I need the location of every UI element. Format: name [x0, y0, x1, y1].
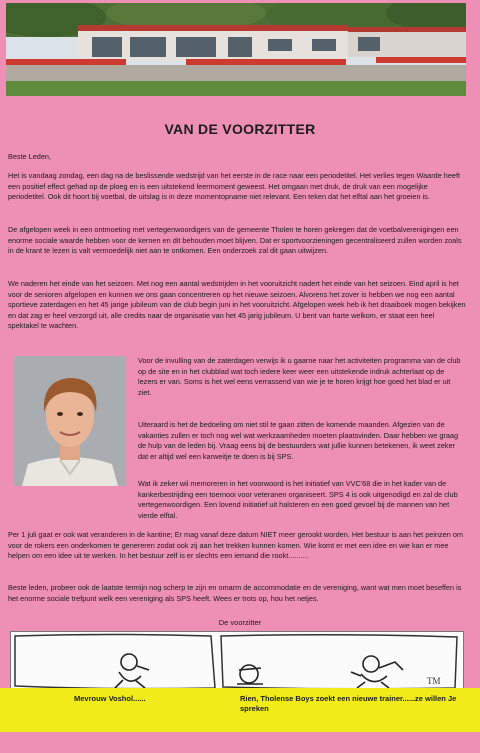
artist-signature: TM	[427, 676, 441, 686]
caption-right: Rien, Tholense Boys zoekt een nieuwe trainer......ze willen Je spreken	[240, 694, 457, 713]
clubhouse-photo	[6, 3, 466, 96]
paragraph-5: Uiteraard is het de bedoeling om niet stil te gaan zitten de komende maanden. Afgezien van de vakanties zullen er toch nog wel wat werkzaamheden moeten plaatsvinden. Daar hebben we graag de hulp van de leden bij. Vraag eens bij de bestuurders wat jullie kunnen betekenen, ik weet zeker dat er altijd wel een karweitje te doen is bij SPS.	[138, 420, 459, 461]
paragraph-2: De afgelopen week in een ontmoeting met vertegenwoordigers van de gemeente Tholen te horen gekregen dat de voetbalverenigingen een enorme sociale waarde hebben voor de kernen en dit behouden moet blijven. Dat er sportvoorzieningen gecentraliseerd zullen worden zoals in de krant te lezen is valt vermoedelijk niet aan te ontkomen. Een onderzoek zal dit gaan uitwijzen.	[8, 225, 462, 256]
chairman-portrait	[14, 356, 126, 486]
paragraph-6-start	[138, 479, 464, 521]
paragraph-1: Het is vandaag zondag, een dag na de beslissende wedstrijd van het eerste in de race naar een periodetitel. Het verlies tegen Waarde heeft een positief effect gehad op de ploeg en is een uitstekend leermoment geweest. Het omgaan met druk, de druk van een mogelijke periodetitel. Ook dit hoort bij voetbal, de uitslag is in deze momentopname niet relevant. Een teken dat het elftal aan het groeien is.	[8, 171, 461, 202]
paragraph-4: Voor de invulling van de zaterdagen verwijs ik u gaarne naar het activiteiten programma van de club op de site en in het clubblad wat toch iedere keer weer een uitstekende indruk achterlaat op de lezers er van. Soms is het wel eens verrassend van wie je te horen krijgt hoe goed het blad er uit ziet.	[138, 356, 461, 397]
cartoon-caption-bar	[0, 688, 480, 732]
greeting: Beste Leden,	[8, 152, 52, 161]
paragraph-6: Wat ik zeker wil memoreren in het voorwoord is het initiatief van VVC'68 die in het kader van de kankerbestrijding een toernooi voor veteranen organiseert. SPS 4 is ook uitgenodigd en zal de club vertegenwoordigen. Een lovend initiatief uit halsteren en een goed gevoel bij de mannen van het vierde elftal.	[138, 479, 458, 520]
paragraph-8: Beste leden, probeer ook de laatste termijn nog scherp te zijn en omarm de accommodatie en de vereniging, want wat men moet beseffen is het enorme sociale trefpunt welk een vereniging als SPS heeft. Wees er trots op, hou het netjes.	[8, 583, 462, 603]
clubhouse-illustration	[6, 3, 466, 96]
paragraph-7: Per 1 juli gaat er ook wat veranderen in de kantine; Er mag vanaf deze datum NIET meer gerookt worden. Het bestuur is aan het peinzen om voor de rokers een onderkomen te genereren zodat ook zij aan het trekken kunnen komen. Wie komt er met een idee en wie kan er mee helpen om een idee uit te werken. In het bestuur zelf is er slechts een iemand die rookt..........	[8, 530, 463, 561]
portrait-illustration	[14, 356, 126, 486]
signature: De voorzitter	[218, 618, 262, 627]
cartoon-strip	[10, 631, 464, 691]
paragraph-3: We naderen het einde van het seizoen. Met nog een aantal wedstrijden in het vooruitzicht nadert het einde van het seizoen. Eind april is het voor de senioren afgelopen en kunnen we ons gaan concentreren op het nieuwe seizoen. Alvorens het zover is hebben we nog een aantal sportieve zaterdagen en het 45 jarige jubileum van de club begin juni in het vooruitzicht. Afgelopen week heb ik het draaiboek mogen bekijken en dat zag er heel verzorgd uit, alle credits naar de organisatie van het 45 jarig jubileum. U bent van harte welkom, er staat een heel spektakel te wachten.	[8, 279, 466, 331]
page-title: VAN DE VOORZITTER	[164, 121, 316, 137]
cartoon-drawing	[11, 632, 463, 690]
caption-left: Mevrouw Voshol......	[74, 694, 146, 703]
